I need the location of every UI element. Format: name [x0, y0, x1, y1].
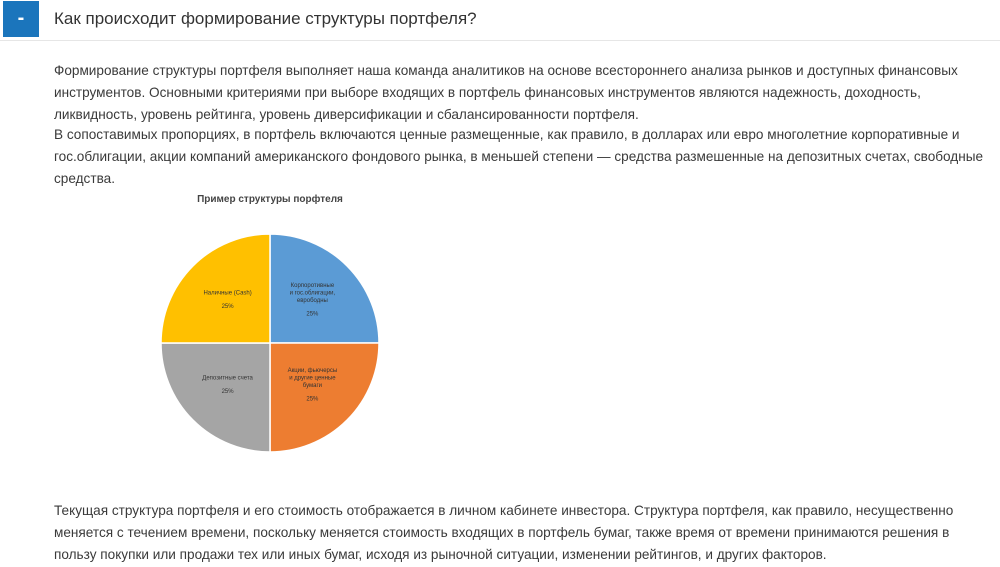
slice-label: Корпоротивные — [290, 283, 335, 290]
paragraph-portfolio-tracking: Текущая структура портфеля и его стоимость отображается в личном кабинете инвестора. Структура портфеля, как правило, несущественно меняется с течением времени, поскольку меняется стоимость входящих в портфель бумаг, также время от времени принимаются решения в пользу покупки или продажи тех или иных бумаг, исходя из рыночной ситуации, изменении рейтингов, и других факторов. — [54, 503, 954, 562]
slice-label: Акции, фьючерсы — [287, 367, 338, 374]
slice-label: бумаги — [302, 382, 323, 389]
paragraph-portfolio-composition: В сопоставимых пропорциях, в портфель включаются ценные размещенные, как правило, в долларах или евро многолетние корпоративные и гос.облигации, акции компаний американского фондового рынка, в меньшей степени — средства размешенные на депозитных счетах, свободные средства. — [54, 127, 984, 186]
slice-percent-label: 25% — [221, 388, 234, 395]
slice-percent-label: 25% — [306, 396, 319, 403]
slice-label: Депозитные счета — [202, 375, 253, 382]
slice-label: и другие ценные — [289, 375, 336, 382]
portfolio-pie-chart — [150, 190, 390, 460]
pie-slice — [270, 343, 379, 452]
faq-question-title[interactable]: Как происходит формирование структуры портфеля? — [54, 9, 477, 28]
pie-slice — [161, 234, 270, 343]
pie-slice — [161, 343, 270, 452]
slice-percent-label: 25% — [221, 304, 234, 311]
slice-label: Наличные (Cash) — [203, 290, 252, 297]
slice-label: и гос.облигации, — [289, 290, 336, 297]
pie-chart-svg — [150, 190, 390, 460]
collapse-toggle-button[interactable]: - — [3, 1, 39, 37]
paragraph-portfolio-formation: Формирование структуры портфеля выполняет наша команда аналитиков на основе всестороннего анализа рынков и доступных финансовых инструментов. Основными критериями при выборе входящих в портфель финансовых инструментов являются надежность, доходность, ликвидность, уровень рейтинга, уровень диверсификации и сбалансированности портфеля. — [54, 63, 958, 122]
slice-label: еврободны — [296, 298, 328, 305]
faq-header[interactable] — [0, 0, 1000, 41]
slice-percent-label: 25% — [306, 311, 319, 318]
chart-title: Пример структуры порфтеля — [197, 194, 343, 205]
